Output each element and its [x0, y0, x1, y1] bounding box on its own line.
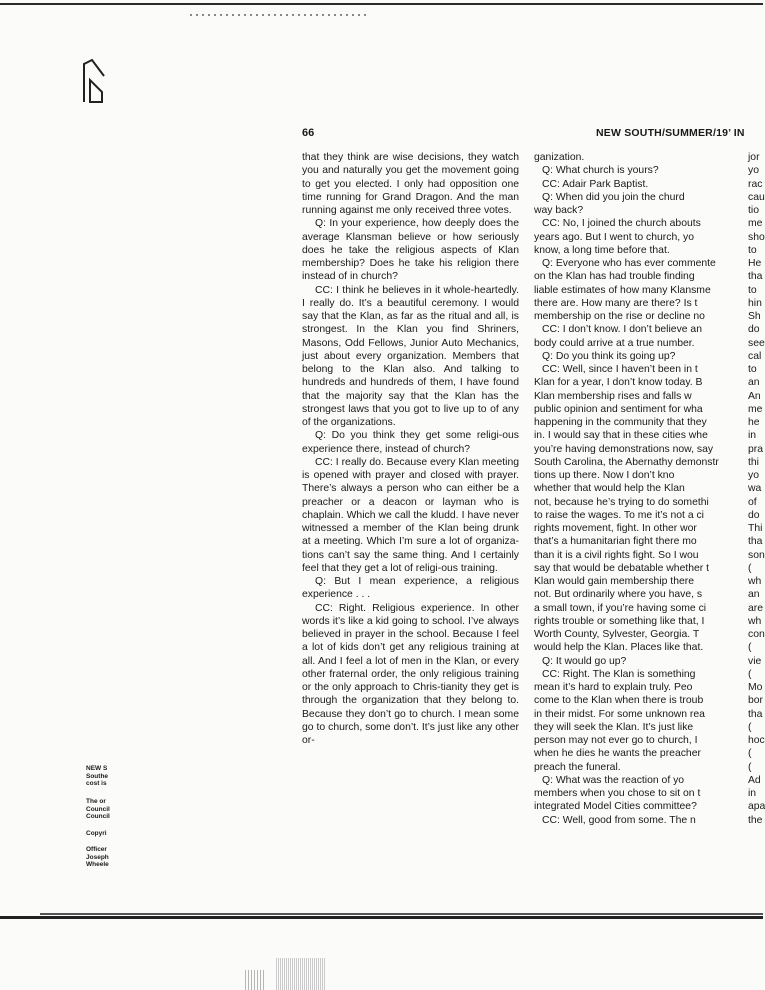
text-fragment: hoc — [748, 735, 765, 746]
text-line: public opinion and sentiment for wha — [534, 403, 703, 415]
text-column-left — [302, 151, 519, 747]
text-line: to raise the wages. To me it’s not a ci — [534, 509, 704, 521]
paragraph: that they think are wise decisions, they watch you and naturally you get the movement going to get you elected. I only had opposition one time running for Grand Dragon. And the man running against me only received three votes. — [302, 152, 519, 216]
text-line: membership on the rise or decline no — [534, 311, 705, 322]
text-line: Q: Do you think its going up? — [542, 350, 676, 362]
text-line: CC: Right. The Klan is something — [542, 668, 696, 680]
text-fragment: tha — [748, 536, 763, 548]
text-fragment: tio — [748, 205, 759, 216]
text-fragment: ( — [748, 721, 752, 733]
top-rule — [0, 0, 763, 8]
text-fragment: An — [748, 390, 761, 402]
text-line: Klan membership rises and falls w — [534, 390, 692, 402]
text-line: mean it’s hard to explain truly. Peo — [534, 682, 693, 693]
text-fragment: jor — [748, 152, 760, 163]
text-fragment: apa — [748, 801, 765, 813]
text-fragment: con — [748, 629, 765, 640]
bottom-rule-upper — [40, 913, 763, 915]
text-line: that’s a humanitarian fight there mo — [534, 536, 697, 548]
text-line: Q: It would go up? — [542, 655, 627, 667]
text-fragment: vie — [748, 655, 762, 667]
text-fragment: in — [748, 788, 757, 799]
text-fragment: thi — [748, 456, 759, 468]
scan-artifact — [190, 14, 370, 16]
text-line: say that would be debatable whether t — [534, 562, 710, 574]
text-line: when he dies he wants the preacher — [534, 748, 701, 760]
sidebar-block-4: Officer Joseph Wheele — [86, 846, 109, 868]
text-line: in. I would say that in these cities whe — [534, 430, 708, 442]
text-fragment: Ad — [748, 774, 761, 786]
text-fragment: ( — [748, 748, 752, 760]
paragraph: CC: I think he believes in it whole-heartedly. I really do. It’s a beautiful ceremony. I would say that the Klan, as far as the ritual and all, is strongest. In the Klan you find Shriners, Masons, Odd Fellows, Junior Auto Mechanics, just about every organization. Members that belong to the Klan also. And talking to hundreds and hundreds of them, I have found that the majority say that the Klan has the strongest laws that you got to live up to of any of the organizations. — [302, 284, 519, 428]
text-line: whether that would help the Klan — [534, 483, 685, 495]
text-line: there are. How many are there? Is t — [534, 297, 698, 309]
text-line: members when you chose to sit on t — [534, 788, 701, 799]
text-fragment: me — [748, 218, 763, 230]
text-line: integrated Model Cities committee? — [534, 801, 697, 813]
text-fragment: are — [748, 602, 764, 614]
text-line: ganization. — [534, 152, 585, 163]
text-fragment: ( — [748, 761, 752, 773]
text-fragment: pra — [748, 443, 764, 455]
text-line: not, because he’s trying to do somethi — [534, 496, 709, 508]
text-line: CC: Well, good from some. The n — [542, 814, 696, 826]
text-line: Q: When did you join the churd — [542, 191, 685, 203]
text-fragment: cal — [748, 350, 762, 362]
text-line: on the Klan has had trouble finding — [534, 271, 695, 283]
text-fragment: ( — [748, 668, 752, 680]
text-fragment: wh — [748, 615, 762, 627]
text-line: South Carolina, the Abernathy demonstr — [534, 456, 719, 468]
text-fragment: bor — [748, 695, 764, 707]
text-fragment: do — [748, 324, 760, 336]
text-line: person may not ever go to church, I — [534, 735, 698, 746]
text-line: in their midst. For some unknown rea — [534, 708, 705, 720]
text-line: years ago. But I went to church, yo — [534, 231, 694, 243]
scan-artifact — [245, 970, 265, 990]
paragraph: Q: In your experience, how deeply does the average Klansman believe or how seriously does he take the religious aspects of Klan membership? Does he take his religion there instead of in church? — [302, 218, 519, 283]
text-column-right-cropped — [748, 151, 763, 827]
text-line: would help the Klan. Places like that. — [534, 642, 704, 654]
text-line: way back? — [534, 205, 584, 216]
text-line: Klan would gain membership there — [534, 576, 694, 587]
text-line: not. But ordinarily where you have, s — [534, 589, 703, 601]
text-line: body could arrive at a true number. — [534, 337, 695, 349]
text-fragment: wh — [748, 576, 762, 587]
text-line: tions up there. Now I don’t kno — [534, 470, 675, 481]
text-line: Q: What church is yours? — [542, 165, 659, 177]
paragraph: Q: Do you think they get some religi-ous experience there, instead of church? — [302, 430, 519, 455]
text-fragment: Sh — [748, 311, 761, 322]
text-fragment: cau — [748, 191, 765, 203]
text-fragment: son — [748, 549, 765, 561]
page-number: 66 — [302, 127, 315, 139]
text-fragment: tha — [748, 271, 763, 283]
paragraph: Q: But I mean experience, a religious experience . . . — [302, 576, 519, 601]
text-line: come to the Klan when there is troub — [534, 695, 704, 707]
text-line: CC: No, I joined the church abouts — [542, 218, 701, 230]
sidebar-block-2: The or Council Council — [86, 798, 110, 820]
running-head: NEW SOUTH/SUMMER/19’ IN — [596, 127, 745, 139]
text-fragment: me — [748, 403, 763, 415]
text-line: CC: I don’t know. I don’t believe an — [542, 324, 702, 336]
text-line: CC: Well, since I haven’t been in t — [542, 364, 698, 375]
text-line: Klan for a year, I don’t know today. B — [534, 377, 703, 389]
text-fragment: the — [748, 814, 763, 826]
text-fragment: an — [748, 377, 760, 389]
text-fragment: an — [748, 589, 760, 601]
text-line: liable estimates of how many Klansme — [534, 284, 711, 296]
text-line: Q: What was the reaction of yo — [542, 774, 685, 786]
text-fragment: in — [748, 430, 757, 442]
text-fragment: sho — [748, 231, 765, 243]
text-fragment: wa — [748, 483, 762, 495]
sidebar-block-3: Copyri — [86, 830, 107, 837]
text-fragment: yo — [748, 165, 759, 177]
text-fragment: see — [748, 337, 765, 349]
text-fragment: ( — [748, 562, 752, 574]
text-fragment: rac — [748, 178, 763, 190]
text-fragment: Mo — [748, 682, 763, 693]
text-fragment: tha — [748, 708, 763, 720]
text-fragment: of — [748, 496, 757, 508]
text-fragment: to — [748, 364, 757, 375]
bottom-rule — [0, 916, 763, 919]
text-line: they will seek the Klan. It’s just like — [534, 721, 694, 733]
text-line: than it is a civil rights fight. So I wou — [534, 549, 699, 561]
text-fragment: yo — [748, 470, 759, 481]
text-column-middle — [534, 151, 743, 827]
text-line: happening in the community that they — [534, 417, 707, 428]
paragraph: CC: Right. Religious experience. In other words it’s like a kid going to school. I’ve always believed in prayer in the school. Because I feel a lot of kids don’t get any religious training at all. And I feel a lot of men in the Klan, or every other fraternal order, the only religious training or the only approach to Chris-tianity they get is through the organization that they belong to. Because they don’t go to church. I mean some go to church, some don’t. It’s just like any other or- — [302, 602, 519, 746]
paragraph: CC: I really do. Because every Klan meeting is opened with prayer and closed with prayer. There’s always a person who can either be a preacher or a deacon or layman who is chaplain. Which we call the kludd. I have never witnessed a member of the Klan being drunk at a meeting. Which I’m sure a lot of organiza-tions can’t say the same thing. And I certainly feel that they get a lot of religi-ous training. — [302, 456, 519, 574]
text-fragment: to — [748, 244, 757, 256]
text-fragment: hin — [748, 297, 762, 309]
text-fragment: He — [748, 258, 762, 269]
text-line: a small town, if you’re having some ci — [534, 602, 707, 614]
text-fragment: he — [748, 417, 760, 428]
text-line: rights trouble or something like that, I — [534, 615, 705, 627]
text-line: you’re having demonstrations now, say — [534, 443, 714, 455]
magazine-logo-icon — [80, 58, 108, 104]
text-fragment: Thi — [748, 523, 763, 534]
text-fragment: do — [748, 509, 760, 521]
text-line: Worth County, Sylvester, Georgia. T — [534, 629, 700, 640]
text-fragment: to — [748, 284, 757, 296]
sidebar-block-1: NEW S Southe cost is — [86, 765, 109, 787]
text-line: CC: Adair Park Baptist. — [542, 178, 649, 190]
scan-artifact — [276, 958, 326, 990]
text-line: preach the funeral. — [534, 761, 621, 773]
text-fragment: ( — [748, 642, 752, 654]
text-line: Q: Everyone who has ever commente — [542, 258, 716, 269]
text-line: know, a long time before that. — [534, 244, 670, 256]
text-line: rights movement, fight. In other wor — [534, 523, 697, 534]
